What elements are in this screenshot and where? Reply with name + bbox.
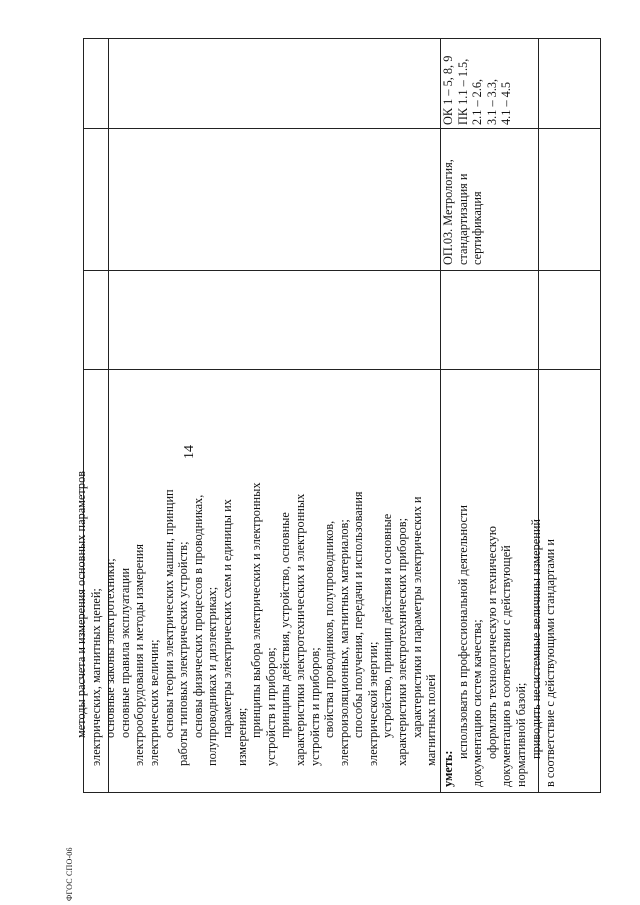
knowledge-line: свойства проводников, полупроводников, <box>322 520 337 738</box>
skills-line: документацию систем качества; <box>470 619 485 787</box>
knowledge-line: основы физических процессов в проводниках, <box>190 494 205 738</box>
knowledge-line: устройств и приборов; <box>263 647 278 766</box>
knowledge-line: электрической энергии; <box>365 641 380 766</box>
knowledge-line: принципы выбора электрических и электронных <box>249 482 264 738</box>
row-divider-1 <box>83 369 601 370</box>
skills-heading: уметь: <box>441 750 455 787</box>
knowledge-line: электрических величин; <box>146 639 161 766</box>
table-left-border <box>83 792 601 793</box>
discipline-line: ОП.03. Метрология, <box>441 159 455 265</box>
knowledge-line: электрооборудования и методы измерения <box>132 543 147 766</box>
page-number: 14 <box>182 445 197 459</box>
skills-line: документацию в соответствии с действующей <box>499 545 514 787</box>
skills-line: приводить несистемные величины измерений <box>528 519 543 759</box>
knowledge-line: параметры электрических схем и единицы их <box>219 499 234 738</box>
competency-line: ОК 1 – 5, 8, 9 <box>441 55 455 125</box>
knowledge-line: полупроводниках и диэлектриках; <box>205 586 220 766</box>
skills-text <box>441 505 558 787</box>
skills-line: оформлять технологическую и техническую <box>484 526 499 759</box>
row-divider-3 <box>83 128 601 129</box>
table-right-border <box>83 38 601 39</box>
competency-line: 3.1 – 3.3, <box>484 78 499 125</box>
competency-line: 4.1 – 4.5 <box>499 81 514 125</box>
competency-text <box>441 56 514 125</box>
knowledge-line: характеристики и параметры электрических и <box>409 496 424 738</box>
knowledge-line: работы типовых электрических устройств; <box>176 541 191 766</box>
knowledge-line: принципы действия, устройство, основные <box>278 512 293 738</box>
skills-line: в соответствие с действующими стандартами и <box>543 539 558 787</box>
competency-line: ПК 1.1 – 1.5, <box>455 58 470 125</box>
knowledge-line: методы расчета и измерения основных параметров <box>74 470 88 738</box>
discipline-text <box>441 159 485 265</box>
table-bottom-border <box>600 38 601 793</box>
discipline-line: сертификация <box>470 191 485 265</box>
skills-line: использовать в профессиональной деятельности <box>455 505 470 759</box>
knowledge-line: характеристики электротехнических и электронных <box>292 493 307 766</box>
discipline-line: стандартизация и <box>455 173 470 265</box>
footer-code: ФГОС СПО-06 <box>65 847 74 901</box>
knowledge-line: измерения; <box>234 707 249 766</box>
knowledge-text <box>74 471 439 766</box>
knowledge-line: основы теории электрических машин, принцип <box>161 489 176 738</box>
knowledge-line: устройство, принцип действия и основные <box>380 513 395 738</box>
row-divider-2 <box>83 270 601 271</box>
knowledge-line: магнитных полей <box>424 674 439 766</box>
knowledge-line: электроизоляционных, магнитных материалов; <box>336 519 351 766</box>
knowledge-line: электрических, магнитных цепей; <box>88 588 103 766</box>
knowledge-line: основные правила эксплуатации <box>117 567 132 738</box>
knowledge-line: способы получения, передачи и использования <box>351 491 366 738</box>
competency-line: 2.1 – 2.6, <box>470 78 485 125</box>
knowledge-line: основные законы электротехники; <box>103 558 118 738</box>
knowledge-line: устройств и приборов; <box>307 647 322 766</box>
knowledge-line: характеристики электротехнических приборов; <box>395 518 410 766</box>
skills-line: нормативной базой; <box>513 682 528 787</box>
